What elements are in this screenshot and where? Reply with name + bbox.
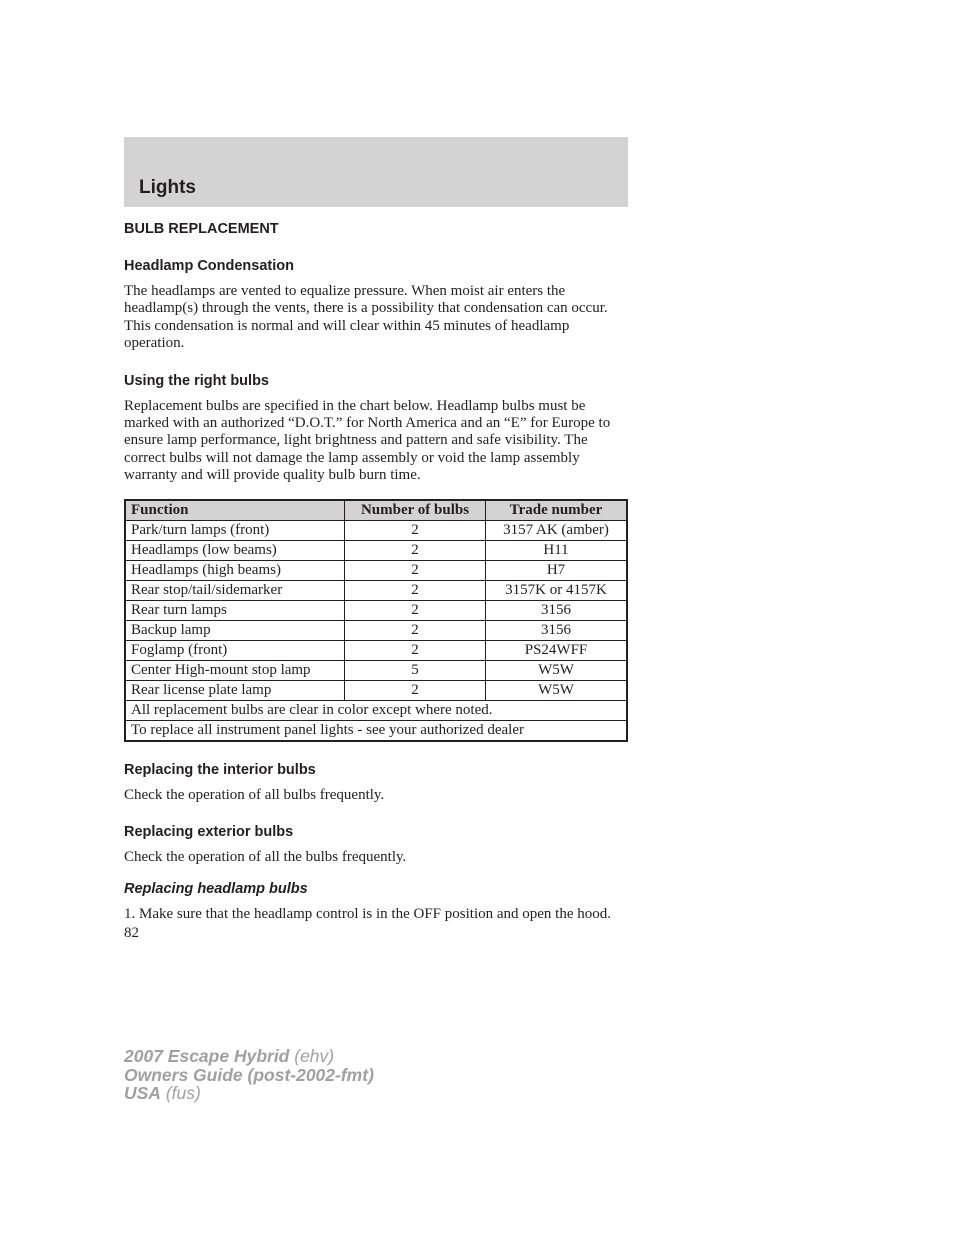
cell-trade-number: H11 [486, 540, 628, 560]
footer-model-code: (ehv) [294, 1046, 335, 1066]
table-row [125, 620, 627, 640]
table-row [125, 680, 627, 700]
table-note-clear-color: All replacement bulbs are clear in color except where noted. [125, 700, 627, 720]
cell-count: 2 [345, 600, 486, 620]
cell-function: Center High-mount stop lamp [125, 660, 345, 680]
table-header-row [125, 500, 627, 521]
cell-trade-number: W5W [486, 680, 628, 700]
interior-bulbs-text: Check the operation of all bulbs frequently. [124, 786, 385, 803]
cell-trade-number: W5W [486, 660, 628, 680]
cell-count: 2 [345, 540, 486, 560]
footer-document-info [124, 1047, 374, 1103]
cell-function: Headlamps (low beams) [125, 540, 345, 560]
cell-function: Foglamp (front) [125, 640, 345, 660]
column-header-function: Function [125, 500, 345, 521]
cell-trade-number: H7 [486, 560, 628, 580]
table-row [125, 580, 627, 600]
cell-function: Rear license plate lamp [125, 680, 345, 700]
table-row [125, 660, 627, 680]
cell-count: 2 [345, 640, 486, 660]
column-header-number-of-bulbs: Number of bulbs [345, 500, 486, 521]
cell-function: Park/turn lamps (front) [125, 520, 345, 540]
cell-trade-number: 3156 [486, 600, 628, 620]
cell-trade-number: 3157K or 4157K [486, 580, 628, 600]
table-row [125, 540, 627, 560]
cell-function: Headlamps (high beams) [125, 560, 345, 580]
cell-count: 2 [345, 620, 486, 640]
cell-count: 2 [345, 560, 486, 580]
cell-function: Rear turn lamps [125, 600, 345, 620]
headlamp-condensation-heading: Headlamp Condensation [124, 258, 294, 274]
cell-trade-number: 3156 [486, 620, 628, 640]
table-note-row [125, 720, 627, 741]
page-number: 82 [124, 925, 139, 941]
cell-trade-number: PS24WFF [486, 640, 628, 660]
section-title: Lights [139, 177, 196, 198]
table-row [125, 560, 627, 580]
footer-market: USA [124, 1083, 161, 1103]
table-note-instrument-panel: To replace all instrument panel lights - see your authorized dealer [125, 720, 627, 741]
headlamp-bulbs-heading: Replacing headlamp bulbs [124, 881, 308, 898]
table-row [125, 640, 627, 660]
headlamp-condensation-text: The headlamps are vented to equalize pressure. When moist air enters the headlamp(s) through the vents, there is a possibility that condensation can occur. This condensation is normal and will clear within 45 minutes of headlamp operation. [124, 283, 608, 352]
footer-line-2 [124, 1066, 374, 1085]
cell-count: 2 [345, 520, 486, 540]
section-header-band [124, 137, 628, 207]
table-row [125, 520, 627, 540]
bulb-table [124, 499, 628, 742]
footer-model: 2007 Escape Hybrid [124, 1046, 290, 1066]
cell-trade-number: 3157 AK (amber) [486, 520, 628, 540]
exterior-bulbs-heading: Replacing exterior bulbs [124, 824, 294, 841]
headlamp-bulbs-step-1: 1. Make sure that the headlamp control is in the OFF position and open the hood. [124, 906, 612, 923]
column-header-trade-number: Trade number [486, 500, 628, 521]
footer-line-3 [124, 1084, 374, 1103]
cell-count: 2 [345, 580, 486, 600]
exterior-bulbs-text: Check the operation of all the bulbs frequently. [124, 849, 407, 866]
table-row [125, 600, 627, 620]
footer-market-code: (fus) [165, 1083, 201, 1103]
interior-bulbs-heading: Replacing the interior bulbs [124, 761, 316, 778]
bulb-replacement-heading: BULB REPLACEMENT [124, 221, 279, 237]
cell-function: Backup lamp [125, 620, 345, 640]
right-bulbs-heading: Using the right bulbs [124, 372, 269, 389]
right-bulbs-text: Replacement bulbs are specified in the chart below. Headlamp bulbs must be marked with an authorized “D.O.T.” for North America and an “E” for Europe to ensure lamp performance, light brightness and pattern and safe visibility. The correct bulbs will not damage the lamp assembly or void the lamp assembly warranty and will provide quality bulb burn time. [124, 397, 611, 484]
cell-function: Rear stop/tail/sidemarker [125, 580, 345, 600]
footer-guide: Owners Guide (post-2002-fmt) [124, 1064, 374, 1085]
page-content [124, 220, 628, 924]
table-note-row [125, 700, 627, 720]
cell-count: 5 [345, 660, 486, 680]
cell-count: 2 [345, 680, 486, 700]
footer-line-1 [124, 1047, 374, 1066]
